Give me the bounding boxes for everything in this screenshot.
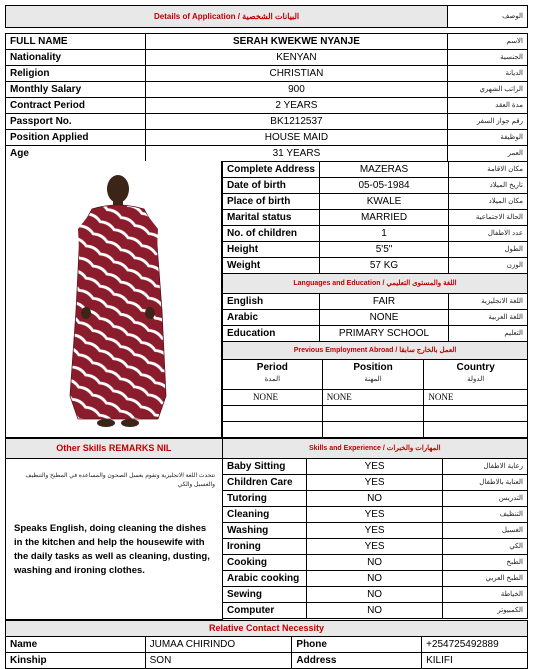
personal-row — [6, 66, 528, 82]
country-header-label: Country — [456, 362, 495, 373]
skill-arabic: رعاية الاطفال — [443, 459, 528, 475]
skill-row — [223, 507, 528, 523]
language-row — [223, 294, 528, 310]
skill-arabic: الكمبيوتر — [443, 603, 528, 619]
field-label: FULL NAME — [6, 34, 146, 50]
skill-label: Children Care — [223, 475, 307, 491]
skill-value: NO — [306, 603, 442, 619]
detail-arabic: مكان الاقامة — [449, 162, 528, 178]
skill-arabic: العناية بالاطفال — [443, 475, 528, 491]
field-label: Age — [6, 146, 146, 162]
detail-arabic: الطول — [449, 242, 528, 258]
detail-arabic: عدد الاطفال — [449, 226, 528, 242]
language-arabic: اللغة الانجليزية — [449, 294, 528, 310]
personal-row — [6, 146, 528, 162]
position-header-label: Position — [353, 362, 393, 373]
empty-cell — [424, 406, 528, 422]
detail-row — [223, 162, 528, 178]
personal-rows — [6, 34, 528, 162]
field-arabic: الديانة — [448, 66, 528, 82]
details-table — [222, 161, 528, 360]
skill-label: Sewing — [223, 587, 307, 603]
detail-row — [223, 194, 528, 210]
field-arabic: رقم جواز السفر — [448, 114, 528, 130]
language-value: NONE — [319, 310, 448, 326]
detail-label: Complete Address — [223, 162, 320, 178]
detail-label: Height — [223, 242, 320, 258]
skill-label: Baby Sitting — [223, 459, 307, 475]
detail-label: No. of children — [223, 226, 320, 242]
empty-cell — [223, 422, 323, 438]
skill-value: NO — [306, 555, 442, 571]
personal-row — [6, 114, 528, 130]
relative-name-label: Name — [6, 637, 146, 653]
application-title: Details of Application / البيانات الشخصية — [6, 6, 448, 28]
applicant-photo-frame — [5, 161, 222, 438]
language-value: FAIR — [319, 294, 448, 310]
field-arabic: مدة العقد — [448, 98, 528, 114]
skill-arabic: الكي — [443, 539, 528, 555]
field-value: HOUSE MAID — [145, 130, 447, 146]
field-label: Religion — [6, 66, 146, 82]
detail-label: Place of birth — [223, 194, 320, 210]
field-value: CHRISTIAN — [145, 66, 447, 82]
field-label: Position Applied — [6, 130, 146, 146]
skill-label: Washing — [223, 523, 307, 539]
personal-row — [6, 34, 528, 50]
field-label: Nationality — [6, 50, 146, 66]
employment-row — [223, 390, 528, 406]
skill-row — [223, 459, 528, 475]
detail-row — [223, 226, 528, 242]
relative-phone-label: Phone — [292, 637, 422, 653]
detail-value: KWALE — [319, 194, 448, 210]
detail-label: Date of birth — [223, 178, 320, 194]
empty-cell — [424, 422, 528, 438]
detail-row — [223, 178, 528, 194]
personal-row — [6, 50, 528, 66]
skill-value: NO — [306, 491, 442, 507]
relative-kinship-label: Kinship — [6, 653, 146, 669]
detail-arabic: مكان الميلاد — [449, 194, 528, 210]
relative-row — [6, 653, 528, 669]
detail-label: Marital status — [223, 210, 320, 226]
detail-value: 05-05-1984 — [319, 178, 448, 194]
detail-value: MARRIED — [319, 210, 448, 226]
language-row — [223, 310, 528, 326]
header-table — [5, 5, 528, 28]
empty-cell — [223, 406, 323, 422]
language-arabic: التعليم — [449, 326, 528, 342]
detail-row — [223, 258, 528, 274]
field-value: 900 — [145, 82, 447, 98]
field-arabic: الراتب الشهري — [448, 82, 528, 98]
language-value: PRIMARY SCHOOL — [319, 326, 448, 342]
employment-table — [222, 359, 528, 438]
personal-row — [6, 98, 528, 114]
relative-phone-value: +254725492889 — [422, 637, 528, 653]
period-header-arabic: المدة — [264, 376, 281, 383]
skill-row — [223, 587, 528, 603]
field-value: BK1212537 — [145, 114, 447, 130]
country-header-arabic: الدولة — [467, 376, 485, 383]
skill-arabic: الخياطة — [443, 587, 528, 603]
remarks-english: Speaks English, doing cleaning the dishes in the kitchen and help the housewife with the daily tasks as well as cleaning, dusting, washing and ironing clothes. — [14, 523, 210, 576]
skill-label: Computer — [223, 603, 307, 619]
employment-period-header — [223, 360, 323, 390]
detail-row — [223, 242, 528, 258]
skill-row — [223, 523, 528, 539]
period-header-label: Period — [256, 362, 288, 373]
language-label: Arabic — [223, 310, 320, 326]
skill-arabic: الطبخ العربي — [443, 571, 528, 587]
field-arabic: الاسم — [448, 34, 528, 50]
relative-row — [6, 637, 528, 653]
language-label: Education — [223, 326, 320, 342]
empty-cell — [322, 406, 424, 422]
detail-row — [223, 210, 528, 226]
field-arabic: الجنسية — [448, 50, 528, 66]
languages-title: Languages and Education / اللغة والمستوى التعليمي — [223, 274, 528, 294]
detail-value: 57 KG — [319, 258, 448, 274]
skill-row — [223, 603, 528, 619]
field-arabic: العمر — [448, 146, 528, 162]
skill-row — [223, 539, 528, 555]
skill-label: Arabic cooking — [223, 571, 307, 587]
skills-title: Skills and Experience / المهارات والخبرات — [222, 439, 527, 459]
personal-row — [6, 130, 528, 146]
relative-address-value: KILIFI — [422, 653, 528, 669]
skill-label: Ironing — [223, 539, 307, 555]
detail-value: 5'5" — [319, 242, 448, 258]
remarks-arabic: تتحدث اللغة الانجليزية وتقوم بغسل الصحون والمساعدة في المطبخ والتنظيف والغسيل والكي — [25, 473, 215, 488]
employment-position-header — [322, 360, 424, 390]
skill-row — [223, 571, 528, 587]
skill-arabic: الغسيل — [443, 523, 528, 539]
detail-arabic: تاريخ الميلاد — [449, 178, 528, 194]
language-label: English — [223, 294, 320, 310]
language-arabic: اللغة العربية — [449, 310, 528, 326]
relative-address-label: Address — [292, 653, 422, 669]
skill-label: Cooking — [223, 555, 307, 571]
skill-value: YES — [306, 507, 442, 523]
skill-value: NO — [306, 571, 442, 587]
skill-value: YES — [306, 539, 442, 555]
skill-label: Tutoring — [223, 491, 307, 507]
employment-country-header — [424, 360, 528, 390]
employment-country: NONE — [424, 390, 528, 406]
field-value: 2 YEARS — [145, 98, 447, 114]
skill-row — [223, 555, 528, 571]
detail-arabic: الوزن — [449, 258, 528, 274]
skill-label: Cleaning — [223, 507, 307, 523]
remarks-box — [5, 458, 223, 620]
skills-header-table — [5, 438, 528, 459]
skill-arabic: الطبخ — [443, 555, 528, 571]
personal-row — [6, 82, 528, 98]
employment-title: Previous Employment Abroad / العمل بالخارج سابقا — [223, 342, 528, 360]
field-value: 31 YEARS — [145, 146, 447, 162]
skill-row — [223, 491, 528, 507]
relative-table — [5, 620, 528, 669]
relative-name-value: JUMAA CHIRINDO — [145, 637, 292, 653]
employment-period: NONE — [223, 390, 323, 406]
field-label: Monthly Salary — [6, 82, 146, 98]
header-right-arabic: الوصف — [448, 6, 528, 28]
skill-arabic: التدريس — [443, 491, 528, 507]
field-value: SERAH KWEKWE NYANJE — [145, 34, 447, 50]
relative-title: Relative Contact Necessity — [6, 621, 528, 637]
other-skills-title: Other Skills REMARKS NIL — [6, 439, 223, 459]
position-header-arabic: المهنة — [364, 376, 382, 383]
applicant-photo — [6, 161, 221, 437]
skill-value: YES — [306, 459, 442, 475]
field-value: KENYAN — [145, 50, 447, 66]
detail-value: 1 — [319, 226, 448, 242]
detail-arabic: الحالة الاجتماعية — [449, 210, 528, 226]
empty-cell — [322, 422, 424, 438]
field-arabic: الوظيفة — [448, 130, 528, 146]
employment-position: NONE — [322, 390, 424, 406]
skill-value: NO — [306, 587, 442, 603]
skill-row — [223, 475, 528, 491]
skill-arabic: التنظيف — [443, 507, 528, 523]
skills-table — [222, 458, 528, 619]
field-label: Passport No. — [6, 114, 146, 130]
personal-table — [5, 33, 528, 162]
relative-kinship-value: SON — [145, 653, 292, 669]
language-row — [223, 326, 528, 342]
skill-value: YES — [306, 523, 442, 539]
skill-value: YES — [306, 475, 442, 491]
detail-label: Weight — [223, 258, 320, 274]
detail-value: MAZERAS — [319, 162, 448, 178]
field-label: Contract Period — [6, 98, 146, 114]
